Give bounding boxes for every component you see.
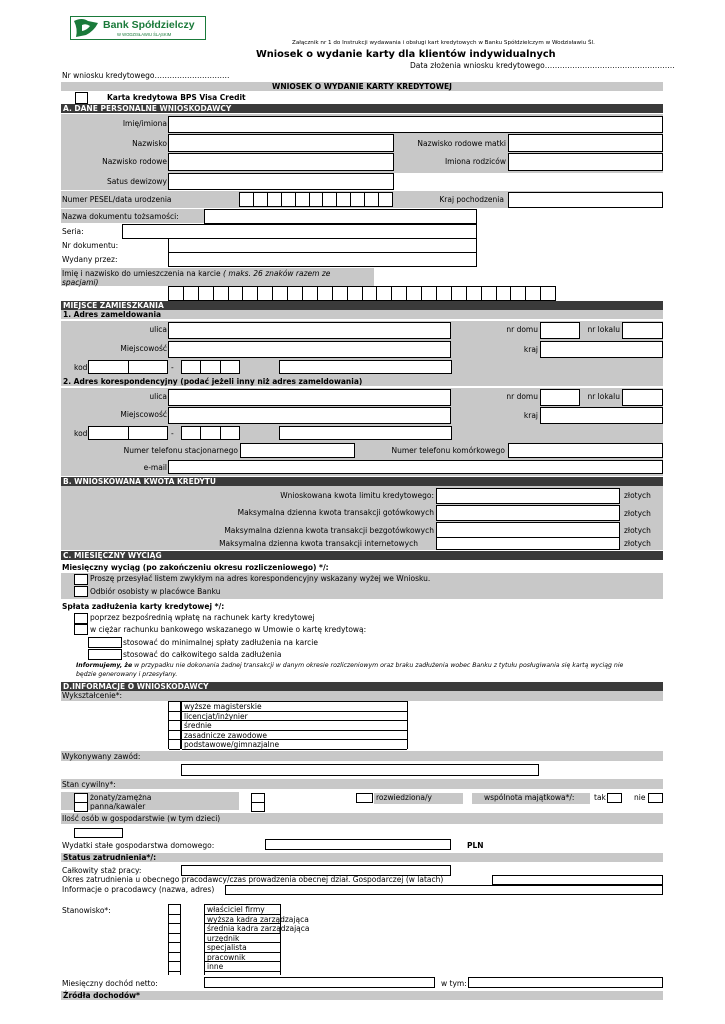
- repay-min-checkbox[interactable]: [88, 637, 122, 648]
- position-label: Stanowisko*:: [62, 906, 111, 915]
- house-field[interactable]: [540, 322, 580, 339]
- currency-label: PLN: [467, 841, 484, 850]
- logo-sub: W WODZISŁAWIU ŚLĄSKIM: [117, 32, 172, 37]
- address-section-title: MIEJSCE ZAMIESZKANIA: [61, 301, 663, 310]
- corr-postcode-cells-2[interactable]: [181, 426, 240, 440]
- code-label: kod: [74, 429, 88, 438]
- surname-label: Nazwisko: [132, 139, 167, 148]
- repay-debit-checkbox[interactable]: [74, 624, 88, 635]
- repay-debit-label: w ciężar rachunku bankowego wskazanego w Umowie o kartę kredytową:: [90, 625, 367, 634]
- limit-unit: złotych: [624, 491, 651, 500]
- cash-unit: złotych: [624, 509, 651, 518]
- pesel-label: Numer PESEL/data urodzenia: [62, 195, 172, 204]
- city-label: Miejscowość: [120, 344, 167, 353]
- income-field[interactable]: [204, 977, 435, 988]
- expenses-field[interactable]: [265, 839, 451, 850]
- cash-label: Maksymalna dzienna kwota transakcji gotówkowych: [237, 508, 434, 517]
- parents-names-label: Imiona rodziców: [444, 157, 506, 166]
- period-field[interactable]: [492, 875, 663, 885]
- phone-field[interactable]: [240, 443, 355, 458]
- income-of-which-field[interactable]: [468, 977, 663, 988]
- country-label: kraj: [523, 411, 538, 420]
- education-option[interactable]: wyższe magisterskie: [182, 702, 407, 712]
- flat-label: nr lokalu: [587, 325, 620, 334]
- education-option[interactable]: licencjat/inżynier: [182, 712, 407, 722]
- repayment-title: Spłata zadłużenia karty kredytowej */:: [62, 602, 225, 611]
- statement-mail-label: Proszę przesyłać listem zwykłym na adres korespondencyjny wskazany wyżej we Wniosku.: [90, 574, 431, 583]
- statement-title: Miesięczny wyciąg (po zakończeniu okresu rozliczeniowego) */:: [62, 563, 329, 572]
- registered-address-title: 1. Adres zameldowania: [61, 310, 663, 319]
- repay-min-label: stosować do minimalnej spłaty zadłużenia na karcie: [123, 638, 318, 647]
- card-name-label: Imię i nazwisko do umieszczenia na karcie ( maks. 26 znaków razem ze spacjami): [62, 269, 331, 287]
- repay-direct-label: poprzez bezpośrednią wpłatę na rachunek karty kredytowej: [90, 613, 315, 622]
- education-options: [181, 701, 408, 749]
- position-option[interactable]: urzędnik: [205, 934, 280, 944]
- expenses-label: Wydatki stałe gospodarstwa domowego:: [62, 841, 215, 850]
- mother-name-field[interactable]: [508, 134, 663, 152]
- position-checkbox-column[interactable]: [168, 904, 181, 975]
- position-option[interactable]: inne: [205, 962, 280, 972]
- issued-by-label: Wydany przez:: [62, 255, 118, 264]
- family-name-field[interactable]: [168, 153, 394, 171]
- statement-note-2: będzie generowany i przesyłany.: [76, 671, 178, 678]
- code-label: kod: [74, 363, 88, 372]
- corr-house-field[interactable]: [540, 389, 580, 406]
- bank-logo: [70, 16, 206, 40]
- education-option[interactable]: podstawowe/gimnazjalne: [182, 740, 407, 750]
- repay-direct-checkbox[interactable]: [74, 613, 88, 624]
- education-option[interactable]: średnie: [182, 721, 407, 731]
- mobile-label: Numer telefonu komórkowego: [391, 446, 505, 455]
- profession-label: Wykonywany zawód:: [62, 752, 141, 761]
- joint-yes-label: tak: [594, 793, 606, 802]
- email-field[interactable]: [168, 460, 663, 474]
- phone-label: Numer telefonu stacjonarnego: [123, 446, 238, 455]
- city-field[interactable]: [168, 341, 451, 358]
- street-field[interactable]: [168, 322, 451, 339]
- seniority-label: Całkowity staż pracy:: [62, 866, 142, 875]
- joint-property-label: wspólnota majątkowa*/:: [484, 793, 575, 802]
- origin-field[interactable]: [508, 192, 663, 208]
- section-d-title: D.INFORMACJE O WNIOSKODAWCY: [61, 682, 663, 691]
- joint-yes-checkbox[interactable]: [607, 793, 622, 803]
- doc-name-label: Nazwa dokumentu tożsamości:: [62, 212, 179, 221]
- house-label: nr domu: [506, 325, 538, 334]
- postcode-cells-1[interactable]: [88, 360, 168, 374]
- divorced-checkbox[interactable]: [356, 793, 373, 803]
- street-label: ulica: [149, 325, 167, 334]
- position-option[interactable]: pracownik: [205, 953, 280, 963]
- card-name-cells[interactable]: [168, 286, 556, 301]
- statement-note: Informujemy, że w przypadku nie dokonania żadnej transakcji w danym okresie rozliczeniowym oraz braku zadłużenia wobec Banku z tytułu posługiwania się kartą wyciąg nie: [76, 662, 624, 669]
- section-c-title: C. MIESIĘCZNY WYCIĄG: [61, 551, 663, 560]
- marital-extra-checkbox-2[interactable]: [251, 802, 265, 812]
- cash-field[interactable]: [436, 505, 620, 521]
- flat-label: nr lokalu: [587, 392, 620, 401]
- row-bg: [61, 751, 663, 761]
- corr-street-field[interactable]: [168, 389, 451, 406]
- application-number: Nr wniosku kredytowego…………………………: [62, 71, 230, 80]
- row-bg: [61, 691, 663, 701]
- position-option[interactable]: średnia kadra zarządzająca: [207, 924, 310, 933]
- doc-name-field[interactable]: [204, 209, 477, 224]
- country-field[interactable]: [540, 341, 663, 358]
- married-label: żonaty/zamężna: [90, 793, 152, 802]
- joint-no-checkbox[interactable]: [648, 793, 663, 803]
- marital-label: Stan cywilny*:: [62, 780, 116, 789]
- household-field[interactable]: [74, 828, 123, 838]
- city-label: Miejscowość: [120, 410, 167, 419]
- country-label: kraj: [523, 345, 538, 354]
- correspondence-address-title: 2. Adres korespondencyjny (podać jeżeli inny niż adres zameldowania): [61, 377, 663, 386]
- mother-name-label: Nazwisko rodowe matki: [417, 139, 506, 148]
- corr-country-field[interactable]: [540, 407, 663, 424]
- household-label: Ilość osób w gospodarstwie (w tym dzieci): [62, 814, 221, 823]
- income-sources-title: Źródła dochodów*: [61, 991, 663, 1000]
- employer-field[interactable]: [225, 885, 663, 895]
- doc-no-label: Nr dokumentu:: [62, 241, 119, 250]
- first-names-field[interactable]: [168, 116, 663, 133]
- corr-post-office-field[interactable]: [279, 426, 452, 440]
- street-label: ulica: [149, 392, 167, 401]
- pesel-cells[interactable]: [239, 192, 393, 207]
- position-option[interactable]: specjalista: [205, 943, 280, 953]
- surname-field[interactable]: [168, 134, 394, 152]
- form-title: WNIOSEK O WYDANIE KARTY KREDYTOWEJ: [61, 82, 663, 92]
- card-name: Karta kredytowa BPS Visa Credit: [107, 93, 246, 102]
- internet-label: Maksymalna dzienna kwota transakcji internetowych: [219, 539, 418, 548]
- profession-field[interactable]: [181, 764, 539, 776]
- income-of-which-label: w tym:: [441, 979, 467, 988]
- house-label: nr domu: [506, 392, 538, 401]
- first-names-label: Imię/imiona: [122, 119, 167, 128]
- position-option[interactable]: właściciel firmy: [205, 905, 280, 915]
- noncash-unit: złotych: [624, 526, 651, 535]
- issued-by-field[interactable]: [168, 252, 477, 267]
- single-checkbox[interactable]: [74, 802, 88, 812]
- row-bg: [61, 779, 663, 789]
- statement-branch-checkbox[interactable]: [74, 586, 88, 597]
- page-title: Wniosek o wydanie karty dla klientów indywidualnych: [256, 49, 556, 60]
- employer-label: Informacje o pracodawcy (nazwa, adres): [62, 885, 215, 894]
- internet-unit: złotych: [624, 539, 651, 548]
- noncash-field[interactable]: [436, 522, 620, 538]
- statement-branch-label: Odbiór osobisty w placówce Banku: [90, 587, 221, 596]
- education-option[interactable]: zasadnicze zawodowe: [182, 731, 407, 741]
- residency-field[interactable]: [168, 173, 394, 190]
- noncash-label: Maksymalna dzienna kwota transakcji bezgotówkowych: [224, 526, 434, 535]
- postcode-cells-2[interactable]: [181, 360, 240, 374]
- education-checkbox-column[interactable]: [168, 701, 181, 749]
- email-label: e-mail: [143, 463, 167, 472]
- origin-label: Kraj pochodzenia: [439, 195, 504, 204]
- logo-mark-icon: [72, 17, 102, 39]
- position-options: [204, 904, 310, 975]
- application-date: Data złożenia wniosku kredytowego…………………………………………….: [410, 61, 675, 70]
- period-label: Okres zatrudnienia u obecnego pracodawcy/czas prowadzenia obecnej dział. Gospodarczej (w latach): [62, 875, 444, 884]
- joint-no-label: nie: [634, 793, 646, 802]
- limit-field[interactable]: [436, 488, 620, 504]
- doc-no-field[interactable]: [168, 238, 477, 253]
- single-label: panna/kawaler: [90, 802, 146, 811]
- internet-field[interactable]: [436, 537, 620, 550]
- section-b-title: B. WNIOSKOWANA KWOTA KREDYTU: [61, 477, 663, 486]
- code-dash: -: [171, 363, 174, 372]
- position-option[interactable]: wyższa kadra zarządzająca: [207, 914, 309, 924]
- corr-city-field[interactable]: [168, 407, 451, 424]
- family-name-label: Nazwisko rodowe: [102, 157, 167, 166]
- education-label: Wykształcenie*:: [62, 691, 123, 700]
- post-office-field[interactable]: [279, 360, 452, 374]
- flat-field[interactable]: [622, 322, 663, 339]
- employment-title: Status zatrudnienia*/:: [61, 853, 663, 862]
- corr-flat-field[interactable]: [622, 389, 663, 406]
- limit-label: Wnioskowana kwota limitu kredytowego:: [280, 491, 434, 500]
- logo-main: Bank Spółdzielczy: [103, 19, 195, 31]
- series-label: Seria:: [62, 227, 84, 236]
- code-dash: -: [171, 429, 174, 438]
- mobile-field[interactable]: [508, 443, 663, 458]
- divorced-label: rozwiedziona/y: [376, 793, 432, 802]
- card-checkbox[interactable]: [75, 92, 88, 104]
- section-a-title: A. DANE PERSONALNE WNIOSKODAWCY: [61, 104, 663, 113]
- parents-names-field[interactable]: [508, 153, 663, 171]
- income-label: Miesięczny dochód netto:: [62, 979, 158, 988]
- corr-postcode-cells-1[interactable]: [88, 426, 168, 440]
- repay-full-label: stosować do całkowitego salda zadłużenia: [123, 650, 282, 659]
- series-field[interactable]: [122, 224, 477, 239]
- annex-note: Załącznik nr 1 do Instrukcji wydawania i obsługi kart kredytowych w Banku Spółdzielczym w Wodzisławiu Śl.: [292, 40, 595, 46]
- repay-full-checkbox[interactable]: [88, 649, 122, 660]
- residency-label: Satus dewizowy: [106, 177, 167, 186]
- statement-mail-checkbox[interactable]: [74, 574, 88, 585]
